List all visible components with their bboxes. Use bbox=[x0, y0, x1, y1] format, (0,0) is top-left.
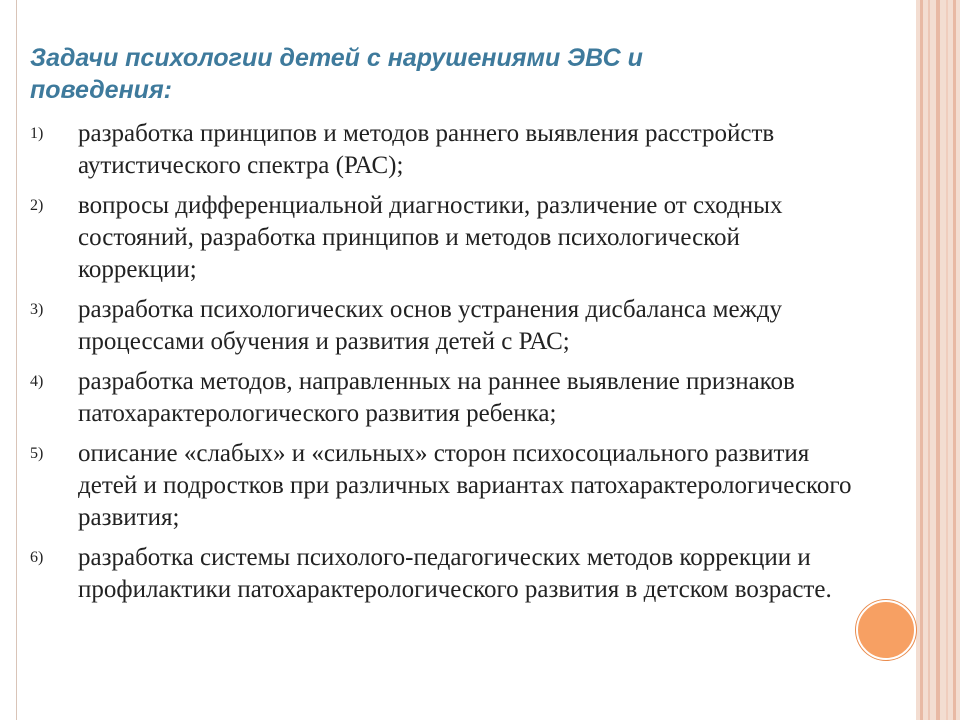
item-text: разработка системы психолого-педагогических методов коррекции и профилактики патохарактерологического развития в детском возрасте. bbox=[78, 544, 832, 603]
list-item bbox=[30, 438, 860, 534]
slide-title: Задачи психологии детей с нарушениями ЭВС и поведения: bbox=[30, 44, 643, 104]
item-text: описание «слабых» и «сильных» сторон психосоциального развития детей и подростков при различных вариантах патохарактерологического развития; bbox=[78, 440, 852, 531]
item-text: разработка психологических основ устранения дисбаланса между процессами обучения и развития детей с РАС; bbox=[78, 296, 783, 355]
item-number: 3) bbox=[30, 301, 44, 318]
item-number: 4) bbox=[30, 373, 44, 390]
list-item bbox=[30, 294, 860, 358]
decorative-circle bbox=[856, 600, 916, 660]
left-border-line bbox=[16, 0, 17, 720]
item-number: 6) bbox=[30, 549, 44, 566]
item-number: 2) bbox=[30, 197, 44, 214]
decorative-stripes bbox=[916, 0, 960, 720]
stripe bbox=[936, 0, 940, 720]
item-text: вопросы дифференциальной диагностики, различение от сходных состояний, разработка принципов и методов психологической коррекции; bbox=[78, 192, 783, 283]
item-number: 1) bbox=[30, 125, 44, 142]
list-item bbox=[30, 366, 860, 430]
list-item bbox=[30, 542, 860, 606]
list-item bbox=[30, 118, 860, 182]
item-text: разработка методов, направленных на раннее выявление признаков патохарактерологического развития ребенка; bbox=[78, 368, 795, 427]
item-number: 5) bbox=[30, 445, 44, 462]
stripe bbox=[928, 0, 930, 720]
list-item bbox=[30, 190, 860, 286]
item-text: разработка принципов и методов раннего выявления расстройств аутистического спектра (РАС); bbox=[78, 120, 775, 179]
task-list bbox=[30, 118, 860, 614]
stripe bbox=[920, 0, 923, 720]
stripe bbox=[953, 0, 956, 720]
stripe bbox=[946, 0, 948, 720]
